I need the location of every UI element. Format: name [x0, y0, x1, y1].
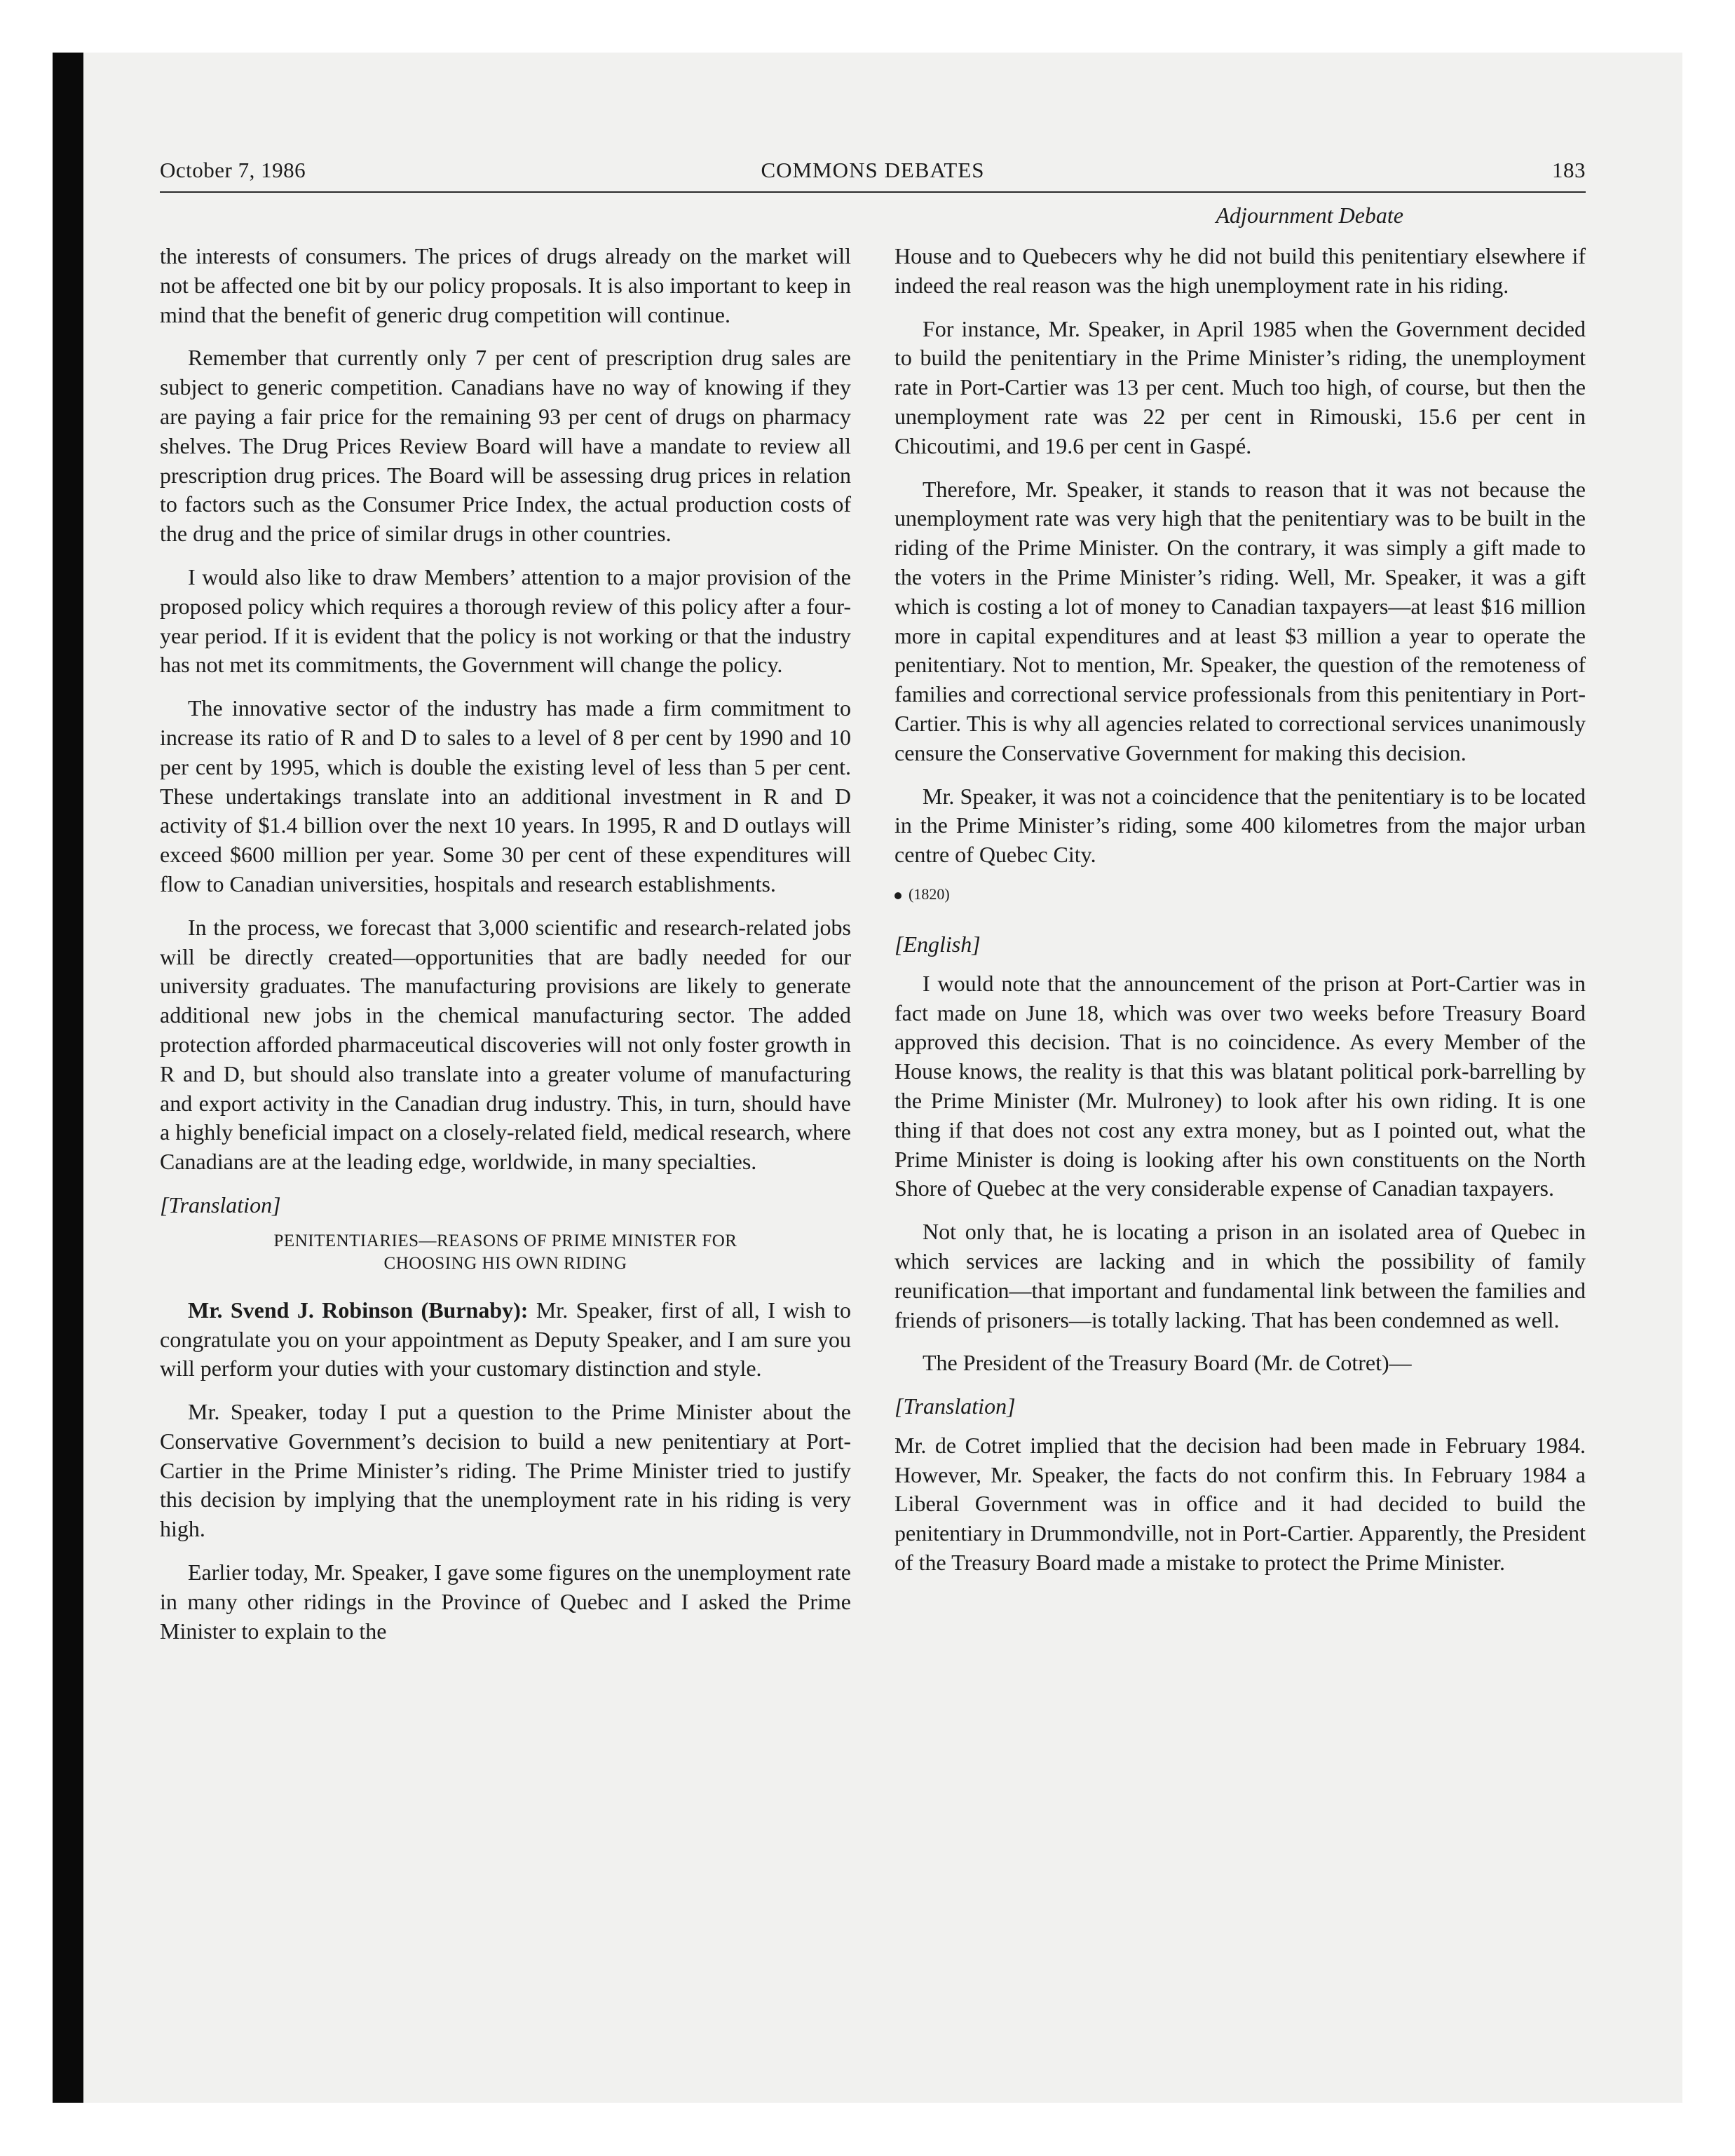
- page: [160, 158, 1586, 1644]
- paragraph: For instance, Mr. Speaker, in April 1985 when the Government decided to build the penitentiary in the Prime Minister’s riding, the unemployment rate in Port-Cartier was 13 per cent. Much too high, of course, but then the unemployment rate was 22 per cent in Rimouski, 15.6 per cent in Chicoutimi, and 19.6 per cent in Gaspé.: [894, 315, 1586, 458]
- paragraph: Earlier today, Mr. Speaker, I gave some figures on the unemployment rate in many other ridings in the Province of Quebec and I asked the Prime Minister to explain to the: [160, 1560, 851, 1644]
- paragraph: House and to Quebecers why he did not build this penitentiary elsewhere if indeed the real reason was the high unemployment rate in his riding.: [894, 243, 1586, 298]
- paragraph: I would also like to draw Members’ attention to a major provision of the proposed policy which requires a thorough review of this policy after a four-year period. If it is evident that the policy is not working or that the industry has not met its commitments, the Government will change the policy.: [160, 564, 851, 678]
- paragraph: Mr. Speaker, today I put a question to the Prime Minister about the Conservative Government’s decision to build a new penitentiary at Port-Cartier in the Prime Minister’s riding. The Prime Minister tried to justify this decision by implying that the unemployment rate in his riding is very high.: [160, 1399, 851, 1542]
- running-head: [160, 158, 1586, 189]
- paragraph: In the process, we forecast that 3,000 scientific and research-related jobs will be directly created—opportunities that are badly needed for our university graduates. The manufacturing provisions are likely to generate additional new jobs in the chemical manufacturing sector. The added protection afforded pharmaceutical discoveries will not only foster growth in R and D, but should also translate into a greater volume of manufacturing and export activity in the Canadian drug industry. This, in turn, should have a highly beneficial impact on a closely-related field, medical research, where Canadians are at the leading edge, worldwide, in many specialties.: [160, 914, 851, 1175]
- paragraph: Mr. Speaker, it was not a coincidence that the penitentiary is to be located in the Prime Minister’s riding, some 400 kilometres from the major urban centre of Quebec City.: [894, 783, 1586, 868]
- header-publication: COMMONS DEBATES: [761, 158, 985, 182]
- paragraph: Remember that currently only 7 per cent of prescription drug sales are subject to generic competition. Canadians have no way of knowing if they are paying a fair price for the remaining 93 per cent of drugs on pharmacy shelves. The Drug Prices Review Board will have a mandate to review all prescription drug prices. The Board will be assessing drug prices in relation to factors such as the Consumer Price Index, the actual production costs of the drug and the price of similar drugs in other countries.: [160, 345, 851, 547]
- paragraph: Mr. de Cotret implied that the decision had been made in February 1984. However, Mr. Speaker, the facts do not confirm this. In February 1984 a Liberal Government was in office and it had decided to build the penitentiary in Drummondville, not in Port-Cartier. Apparently, the President of the Treasury Board made a mistake to protect the Prime Minister.: [894, 1432, 1586, 1576]
- subject-rubric: [160, 1230, 851, 1275]
- section-heading: Adjournment Debate: [1216, 203, 1403, 228]
- bullet-icon: [894, 892, 901, 899]
- header-date: October 7, 1986: [160, 158, 306, 182]
- rubric-line: PENITENTIARIES—REASONS OF PRIME MINISTER FOR: [273, 1231, 737, 1250]
- paragraph: I would note that the announcement of the prison at Port-Cartier was in fact made on June 18, which was over two weeks before Treasury Board approved this decision. That is no coincidence. As every Member of the House knows, the reality is that this was blatant political pork-barrelling by the Prime Minister (Mr. Mulroney) to look after his own riding. It is one thing if that does not cost any extra money, but as I pointed out, what the Prime Minister is doing is looking after his own constituents on the North Shore of Quebec at the very considerable expense of Canadian taxpayers.: [894, 970, 1586, 1201]
- paragraph: the interests of consumers. The prices of drugs already on the market will not be affected one bit by our policy proposals. It is also important to keep in mind that the benefit of generic drug competition will continue.: [160, 243, 851, 327]
- paragraph: The innovative sector of the industry has made a firm commitment to increase its ratio of R and D to sales to a level of 8 per cent by 1990 and 10 per cent by 1995, which is double the existing level of less than 5 per cent. These undertakings translate into an additional investment in R and D activity of $1.4 billion over the next 10 years. In 1995, R and D outlays will exceed $600 million per year. Some 30 per cent of these expenditures will flow to Canadian universities, hospitals and research establishments.: [160, 695, 851, 896]
- english-tag: [English]: [894, 931, 981, 957]
- paragraph: The President of the Treasury Board (Mr. de Cotret)—: [923, 1350, 1412, 1376]
- speech-paragraph: [160, 1296, 851, 1384]
- translation-tag: [Translation]: [894, 1393, 1016, 1419]
- translation-tag: [Translation]: [160, 1192, 281, 1217]
- header-page-number: 183: [1552, 158, 1586, 182]
- header-rule: [160, 191, 1586, 193]
- right-column: [894, 242, 1586, 1592]
- binding-edge: [53, 53, 83, 2103]
- speaker-name: Mr. Svend J. Robinson (Burnaby):: [188, 1297, 529, 1323]
- timestamp-text: (1820): [909, 885, 950, 903]
- speech-text: Mr. Speaker, first of all, I wish to congratulate you on your appointment as Deputy Speaker, and I am sure you will perform your duties with your customary distinction and style.: [160, 1297, 851, 1381]
- left-column: [160, 242, 851, 1660]
- rubric-line: CHOOSING HIS OWN RIDING: [383, 1253, 627, 1273]
- paragraph: Not only that, he is locating a prison in an isolated area of Quebec in which services are lacking and in which the possibility of family reunification—that important and fundamental link between the families and friends of prisoners—is totally lacking. That has been condemned as well.: [894, 1219, 1586, 1332]
- timestamp-marker: [894, 884, 1586, 905]
- paragraph: Therefore, Mr. Speaker, it stands to reason that it was not because the unemployment rate was very high that the penitentiary was to be built in the riding of the Prime Minister. On the contrary, it was simply a gift made to the voters in the Prime Minister’s riding. Well, Mr. Speaker, it was a gift which is costing a lot of money to Canadian taxpayers—at least $16 million more in capital expenditures and at least $3 million a year to operate the penitentiary. Not to mention, Mr. Speaker, the question of the remoteness of families and correctional service professionals from this penitentiary in Port-Cartier. This is why all agencies related to correctional services unanimously censure the Conservative Government for making this decision.: [894, 476, 1586, 765]
